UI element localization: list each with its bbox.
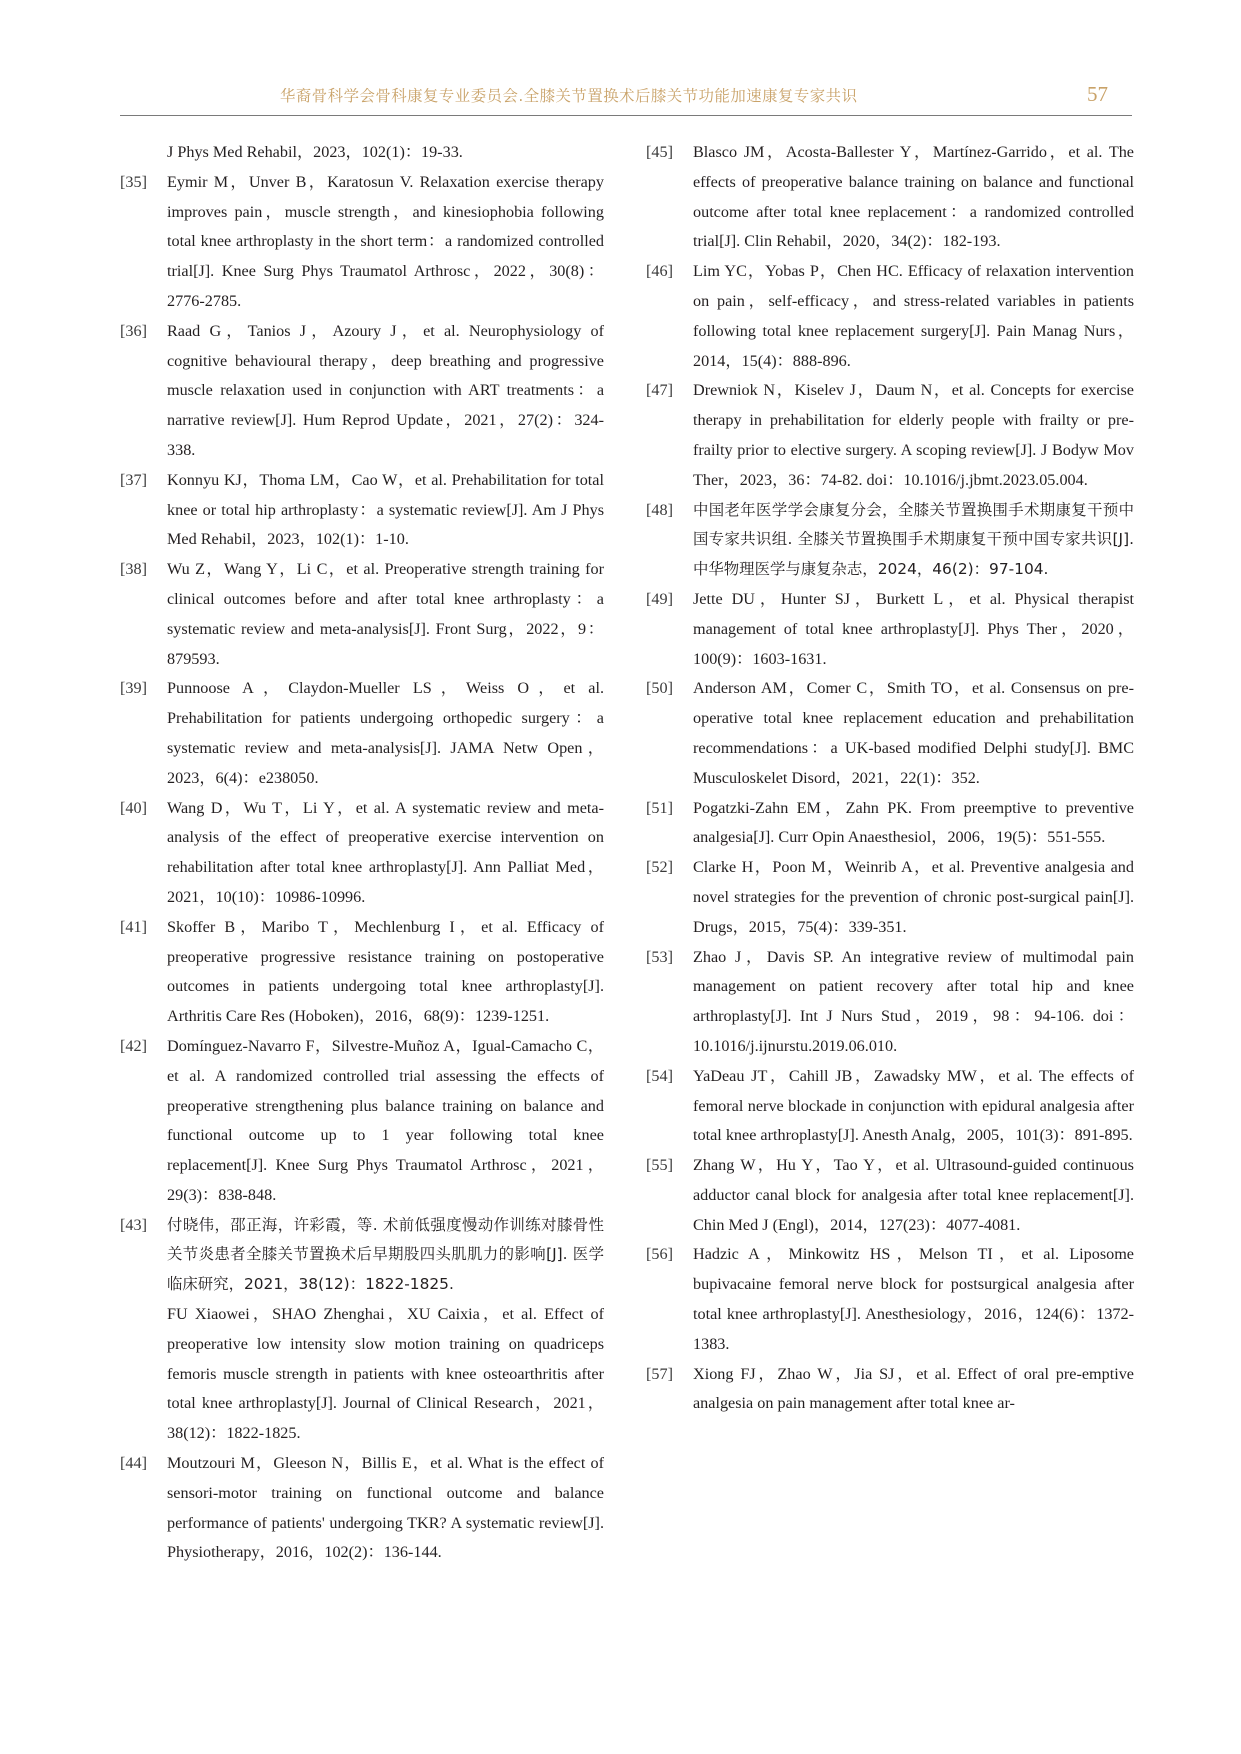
reference-text: Lim YC，Yobas P，Chen HC. Efficacy of relaxation intervention on pain，self-efficacy，and stress-related variables in patients following total knee replacement surgery[J]. Pain Manag Nurs，2014，15(4)：888-896.	[693, 262, 1134, 370]
reference-number: [49]	[646, 589, 673, 608]
reference-item	[646, 1360, 1134, 1420]
reference-item	[120, 1449, 604, 1568]
reference-item	[120, 555, 604, 674]
reference-item	[646, 257, 1134, 376]
reference-text: Drewniok N，Kiselev J，Daum N，et al. Concepts for exercise therapy in prehabilitation for elderly people with frailty or pre-frailty prior to elective surgery. A scoping review[J]. J Bodyw Mov Ther，2023，36：74-82. doi：10.1016/j.jbmt.2023.05.004.	[693, 381, 1134, 489]
reference-item	[646, 496, 1134, 585]
reference-item	[120, 138, 604, 168]
reference-text: Moutzouri M，Gleeson N，Billis E，et al. What is the effect of sensori-motor training on functional outcome and balance performance of patients' undergoing TKR? A systematic review[J]. Physiotherapy，2016，102(2)：136-144.	[167, 1454, 604, 1562]
reference-number: [35]	[120, 172, 147, 191]
header-divider	[120, 115, 1132, 116]
reference-item	[646, 585, 1134, 674]
reference-text: Eymir M，Unver B，Karatosun V. Relaxation exercise therapy improves pain，muscle strength，and kinesiophobia following total knee arthroplasty in the short term：a randomized controlled trial[J]. Knee Surg Phys Traumatol Arthrosc，2022，30(8)：2776-2785.	[167, 172, 604, 310]
reference-text: Zhang W，Hu Y，Tao Y，et al. Ultrasound-guided continuous adductor canal block for analgesia after total knee replacement[J]. Chin Med J (Engl)，2014，127(23)：4077-4081.	[693, 1156, 1134, 1234]
reference-number: [47]	[646, 381, 673, 400]
reference-number: [44]	[120, 1454, 147, 1473]
reference-number: [46]	[646, 262, 673, 281]
reference-number: [48]	[646, 500, 673, 519]
reference-item	[120, 794, 604, 913]
reference-text: Xiong FJ，Zhao W，Jia SJ，et al. Effect of oral pre-emptive analgesia on pain management after total knee ar-	[693, 1364, 1134, 1413]
reference-item	[646, 943, 1134, 1062]
reference-number: [51]	[646, 798, 673, 817]
reference-text: Anderson AM，Comer C，Smith TO，et al. Consensus on pre-operative total knee replacement education and prehabilitation recommendations：a UK-based modified Delphi study[J]. BMC Musculoskelet Disord，2021，22(1)：352.	[693, 679, 1134, 787]
reference-number: [55]	[646, 1156, 673, 1175]
reference-item	[120, 168, 604, 317]
reference-text: YaDeau JT，Cahill JB，Zawadsky MW，et al. The effects of femoral nerve blockade in conjunction with epidural analgesia after total knee arthroplasty[J]. Anesth Analg，2005，101(3)：891-895.	[693, 1066, 1134, 1145]
reference-number: [37]	[120, 470, 147, 489]
reference-number: [50]	[646, 679, 673, 698]
reference-number: [53]	[646, 947, 673, 966]
reference-text: Clarke H，Poon M，Weinrib A，et al. Preventive analgesia and novel strategies for the prevention of chronic post-surgical pain[J]. Drugs，2015，75(4)：339-351.	[693, 858, 1134, 936]
reference-text: Jette DU，Hunter SJ，Burkett L，et al. Physical therapist management of total knee arthroplasty[J]. Phys Ther，2020，100(9)：1603-1631.	[693, 589, 1134, 668]
references-right-column	[646, 138, 1134, 1419]
reference-number: [38]	[120, 560, 147, 579]
reference-translation: FU Xiaowei，SHAO Zhenghai，XU Caixia，et al. Effect of preoperative low intensity slow motion training on quadriceps femoris muscle strength in patients with knee osteoarthritis after total knee arthroplasty[J]. Journal of Clinical Research，2021，38(12)：1822-1825.	[167, 1305, 604, 1443]
reference-number: [40]	[120, 798, 147, 817]
reference-number: [56]	[646, 1245, 673, 1264]
reference-text: Wu Z，Wang Y，Li C，et al. Preoperative strength training for clinical outcomes before and after total knee arthroplasty：a systematic review and meta-analysis[J]. Front Surg，2022，9：879593.	[167, 560, 604, 668]
reference-number: [52]	[646, 858, 673, 877]
reference-item	[120, 317, 604, 466]
reference-text: Konnyu KJ，Thoma LM，Cao W，et al. Prehabilitation for total knee or total hip arthroplasty：a systematic review[J]. Am J Phys Med Rehabil，2023，102(1)：1-10.	[167, 470, 604, 549]
reference-item	[646, 376, 1134, 495]
reference-number: [39]	[120, 679, 147, 698]
reference-text: Punnoose A，Claydon-Mueller LS，Weiss O，et al. Prehabilitation for patients undergoing orthopedic surgery：a systematic review and meta-analysis[J]. JAMA Netw Open，2023，6(4)：e238050.	[167, 679, 604, 787]
reference-text: Skoffer B，Maribo T，Mechlenburg I，et al. Efficacy of preoperative progressive resistance training on postoperative outcomes in patients undergoing total knee arthroplasty[J]. Arthritis Care Res (Hoboken)，2016，68(9)：1239-1251.	[167, 917, 604, 1026]
references-left-column	[120, 138, 604, 1568]
page-number: 57	[1087, 82, 1108, 106]
running-title: 华裔骨科学会骨科康复专业委员会.全膝关节置换术后膝关节功能加速康复专家共识	[280, 87, 858, 105]
reference-number: [41]	[120, 917, 147, 936]
reference-item	[646, 1151, 1134, 1240]
reference-text: Wang D，Wu T，Li Y，et al. A systematic review and meta-analysis of the effect of preoperative exercise intervention on rehabilitation after total knee arthroplasty[J]. Ann Palliat Med，2021，10(10)：10986-10996.	[167, 798, 604, 906]
reference-item	[646, 1240, 1134, 1359]
reference-item	[646, 674, 1134, 793]
reference-number: [36]	[120, 321, 147, 340]
reference-number: [45]	[646, 143, 673, 161]
running-header	[120, 84, 1132, 118]
reference-item	[120, 1032, 604, 1211]
reference-text: 中国老年医学学会康复分会，全膝关节置换围手术期康复干预中国专家共识组. 全膝关节置换围手术期康复干预中国专家共识[J]. 中华物理医学与康复杂志，2024，46(2)：97-104.	[693, 500, 1134, 579]
reference-number: [43]	[120, 1215, 147, 1234]
reference-item	[120, 913, 604, 1032]
reference-item	[120, 466, 604, 555]
reference-number: [42]	[120, 1036, 147, 1055]
reference-text: Blasco JM，Acosta-Ballester Y，Martínez-Garrido，et al. The effects of preoperative balance training on balance and functional outcome after total knee replacement：a randomized controlled trial[J]. Clin Rehabil，2020，34(2)：182-193.	[693, 143, 1134, 251]
reference-number: [54]	[646, 1066, 673, 1085]
reference-text: Zhao J，Davis SP. An integrative review of multimodal pain management on patient recovery after total hip and knee arthroplasty[J]. Int J Nurs Stud，2019，98：94-106. doi：10.1016/j.ijnurstu.2019.06.010.	[693, 947, 1134, 1055]
reference-item	[120, 1211, 604, 1449]
reference-item	[646, 1062, 1134, 1151]
reference-item	[120, 674, 604, 793]
reference-text: J Phys Med Rehabil，2023，102(1)：19-33.	[167, 143, 463, 161]
reference-text: Pogatzki-Zahn EM，Zahn PK. From preemptive to preventive analgesia[J]. Curr Opin Anaesthesiol，2006，19(5)：551-555.	[693, 798, 1134, 847]
reference-number: [57]	[646, 1364, 673, 1383]
reference-text: Domínguez-Navarro F，Silvestre-Muñoz A，Igual-Camacho C，et al. A randomized controlled trial assessing the effects of preoperative strengthening plus balance training on balance and functional outcome up to 1 year following total knee replacement[J]. Knee Surg Phys Traumatol Arthrosc，2021，29(3)：838-848.	[167, 1036, 604, 1204]
reference-item	[646, 853, 1134, 942]
reference-text: Raad G，Tanios J，Azoury J，et al. Neurophysiology of cognitive behavioural therapy，deep breathing and progressive muscle relaxation used in conjunction with ART treatments：a narrative review[J]. Hum Reprod Update，2021，27(2)：324-338.	[167, 321, 604, 459]
reference-text: Hadzic A，Minkowitz HS，Melson TI，et al. Liposome bupivacaine femoral nerve block for postsurgical analgesia after total knee arthroplasty[J]. Anesthesiology，2016，124(6)：1372-1383.	[693, 1245, 1134, 1353]
reference-item	[646, 138, 1134, 257]
reference-text: 付晓伟，邵正海，许彩霞，等. 术前低强度慢动作训练对膝骨性关节炎患者全膝关节置换术后早期股四头肌肌力的影响[J]. 医学临床研究，2021，38(12)：1822-1825.	[167, 1215, 604, 1294]
reference-item	[646, 794, 1134, 854]
